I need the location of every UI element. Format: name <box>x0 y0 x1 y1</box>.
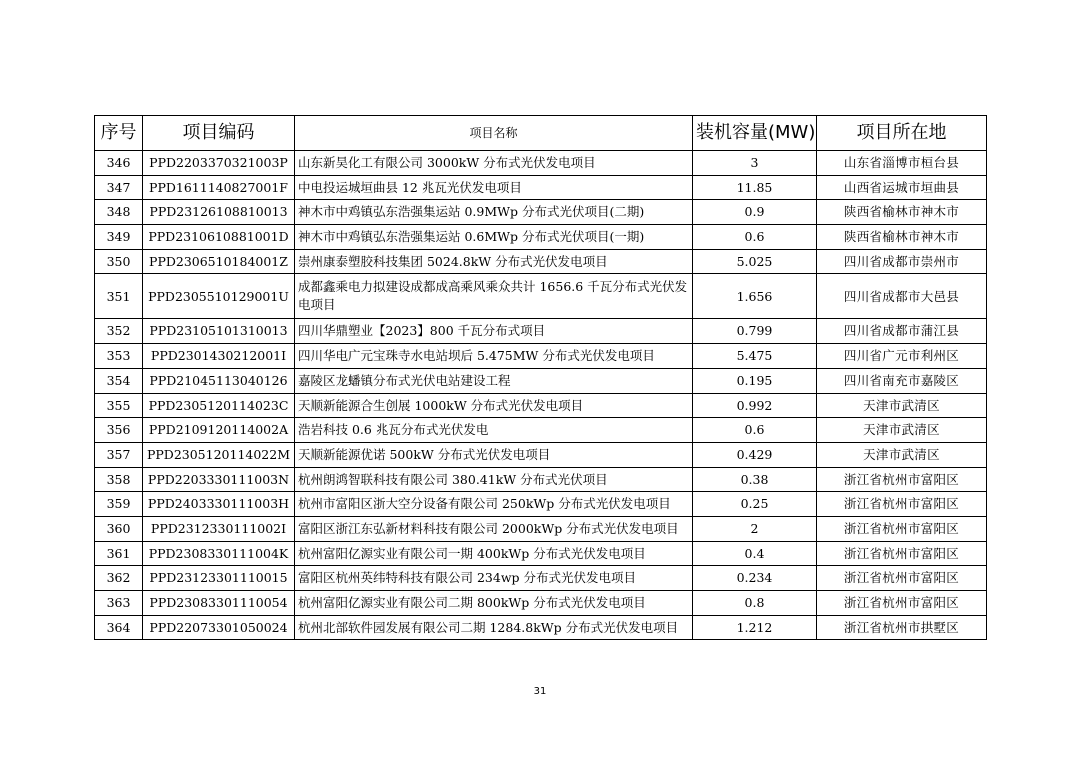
cell-location: 山东省淄博市桓台县 <box>817 151 987 176</box>
table-body <box>95 151 987 640</box>
cell-name: 神木市中鸡镇弘东浩强集运站 0.9MWp 分布式光伏项目(二期) <box>295 200 693 225</box>
table-row <box>95 566 987 591</box>
cell-name: 嘉陵区龙蟠镇分布式光伏电站建设工程 <box>295 368 693 393</box>
header-name: 项目名称 <box>295 116 693 151</box>
table-row <box>95 344 987 369</box>
header-location: 项目所在地 <box>817 116 987 151</box>
cell-name: 杭州富阳亿源实业有限公司一期 400kWp 分布式光伏发电项目 <box>295 541 693 566</box>
cell-code: PPD2403330111003H <box>143 492 295 517</box>
table-row <box>95 274 987 319</box>
cell-capacity: 0.25 <box>693 492 817 517</box>
table-row <box>95 249 987 274</box>
table-row <box>95 151 987 176</box>
cell-name: 天顺新能源合生创展 1000kW 分布式光伏发电项目 <box>295 393 693 418</box>
cell-code: PPD2305510129001U <box>143 274 295 319</box>
page-number: 31 <box>533 686 547 697</box>
cell-seq: 360 <box>95 516 143 541</box>
cell-name: 四川华电广元宝珠寺水电站坝后 5.475MW 分布式光伏发电项目 <box>295 344 693 369</box>
cell-code: PPD22073301050024 <box>143 615 295 640</box>
cell-location: 浙江省杭州市富阳区 <box>817 591 987 616</box>
cell-capacity: 0.6 <box>693 225 817 250</box>
cell-seq: 362 <box>95 566 143 591</box>
cell-code: PPD23105101310013 <box>143 319 295 344</box>
cell-seq: 364 <box>95 615 143 640</box>
table-row <box>95 615 987 640</box>
cell-seq: 355 <box>95 393 143 418</box>
cell-name: 杭州市富阳区浙大空分设备有限公司 250kWp 分布式光伏发电项目 <box>295 492 693 517</box>
cell-name: 中电投运城垣曲县 12 兆瓦光伏发电项目 <box>295 175 693 200</box>
cell-seq: 352 <box>95 319 143 344</box>
cell-capacity: 0.429 <box>693 442 817 467</box>
cell-location: 浙江省杭州市富阳区 <box>817 541 987 566</box>
table-row <box>95 418 987 443</box>
cell-name: 神木市中鸡镇弘东浩强集运站 0.6MWp 分布式光伏项目(一期) <box>295 225 693 250</box>
cell-code: PPD2306510184001Z <box>143 249 295 274</box>
cell-seq: 358 <box>95 467 143 492</box>
table-row <box>95 591 987 616</box>
cell-seq: 347 <box>95 175 143 200</box>
cell-code: PPD2312330111002I <box>143 516 295 541</box>
project-table <box>94 115 987 640</box>
cell-seq: 354 <box>95 368 143 393</box>
cell-capacity: 0.234 <box>693 566 817 591</box>
cell-name: 成都鑫乘电力拟建设成都成高乘风乘众共计 1656.6 千瓦分布式光伏发电项目 <box>295 274 693 319</box>
cell-code: PPD1611140827001F <box>143 175 295 200</box>
cell-code: PPD2203370321003P <box>143 151 295 176</box>
cell-name: 天顺新能源优诺 500kW 分布式光伏发电项目 <box>295 442 693 467</box>
cell-capacity: 1.656 <box>693 274 817 319</box>
cell-name: 富阳区浙江东弘新材料科技有限公司 2000kWp 分布式光伏发电项目 <box>295 516 693 541</box>
cell-seq: 348 <box>95 200 143 225</box>
table-row <box>95 319 987 344</box>
cell-code: PPD23126108810013 <box>143 200 295 225</box>
table-row <box>95 175 987 200</box>
cell-name: 杭州富阳亿源实业有限公司二期 800kWp 分布式光伏发电项目 <box>295 591 693 616</box>
cell-capacity: 0.6 <box>693 418 817 443</box>
cell-location: 天津市武清区 <box>817 418 987 443</box>
table-row <box>95 393 987 418</box>
header-seq: 序号 <box>95 116 143 151</box>
cell-location: 浙江省杭州市富阳区 <box>817 467 987 492</box>
cell-location: 浙江省杭州市富阳区 <box>817 492 987 517</box>
cell-location: 陕西省榆林市神木市 <box>817 225 987 250</box>
cell-code: PPD2310610881001D <box>143 225 295 250</box>
cell-name: 山东新昊化工有限公司 3000kW 分布式光伏发电项目 <box>295 151 693 176</box>
cell-code: PPD21045113040126 <box>143 368 295 393</box>
cell-location: 山西省运城市垣曲县 <box>817 175 987 200</box>
cell-seq: 351 <box>95 274 143 319</box>
cell-code: PPD2308330111004K <box>143 541 295 566</box>
cell-name: 崇州康泰塑胶科技集团 5024.8kW 分布式光伏发电项目 <box>295 249 693 274</box>
cell-capacity: 1.212 <box>693 615 817 640</box>
cell-location: 四川省成都市蒲江县 <box>817 319 987 344</box>
cell-capacity: 0.8 <box>693 591 817 616</box>
cell-code: PPD23123301110015 <box>143 566 295 591</box>
cell-seq: 363 <box>95 591 143 616</box>
table-header <box>95 116 987 151</box>
cell-location: 浙江省杭州市富阳区 <box>817 516 987 541</box>
cell-seq: 359 <box>95 492 143 517</box>
cell-capacity: 2 <box>693 516 817 541</box>
cell-capacity: 0.799 <box>693 319 817 344</box>
cell-code: PPD2305120114022M <box>143 442 295 467</box>
table-row <box>95 200 987 225</box>
cell-capacity: 0.195 <box>693 368 817 393</box>
header-code: 项目编码 <box>143 116 295 151</box>
table-row <box>95 225 987 250</box>
cell-location: 浙江省杭州市富阳区 <box>817 566 987 591</box>
cell-name: 四川华鼎塑业【2023】800 千瓦分布式项目 <box>295 319 693 344</box>
table-row <box>95 467 987 492</box>
cell-name: 杭州朗鸿智联科技有限公司 380.41kW 分布式光伏项目 <box>295 467 693 492</box>
table-row <box>95 492 987 517</box>
cell-location: 陕西省榆林市神木市 <box>817 200 987 225</box>
cell-location: 四川省南充市嘉陵区 <box>817 368 987 393</box>
cell-name: 杭州北部软件园发展有限公司二期 1284.8kWp 分布式光伏发电项目 <box>295 615 693 640</box>
cell-location: 四川省广元市利州区 <box>817 344 987 369</box>
cell-code: PPD23083301110054 <box>143 591 295 616</box>
cell-capacity: 11.85 <box>693 175 817 200</box>
cell-capacity: 0.9 <box>693 200 817 225</box>
cell-capacity: 3 <box>693 151 817 176</box>
cell-seq: 349 <box>95 225 143 250</box>
cell-location: 四川省成都市大邑县 <box>817 274 987 319</box>
cell-location: 天津市武清区 <box>817 393 987 418</box>
table-row <box>95 442 987 467</box>
header-row <box>95 116 987 151</box>
cell-name: 浩岩科技 0.6 兆瓦分布式光伏发电 <box>295 418 693 443</box>
cell-seq: 361 <box>95 541 143 566</box>
cell-code: PPD2301430212001I <box>143 344 295 369</box>
cell-location: 天津市武清区 <box>817 442 987 467</box>
cell-seq: 350 <box>95 249 143 274</box>
cell-location: 四川省成都市崇州市 <box>817 249 987 274</box>
table-row <box>95 368 987 393</box>
cell-capacity: 0.4 <box>693 541 817 566</box>
cell-seq: 356 <box>95 418 143 443</box>
table-row <box>95 541 987 566</box>
cell-seq: 346 <box>95 151 143 176</box>
cell-location: 浙江省杭州市拱墅区 <box>817 615 987 640</box>
header-capacity: 装机容量(MW) <box>693 116 817 151</box>
cell-seq: 357 <box>95 442 143 467</box>
cell-code: PPD2203330111003N <box>143 467 295 492</box>
cell-name: 富阳区杭州英纬特科技有限公司 234wp 分布式光伏发电项目 <box>295 566 693 591</box>
table-row <box>95 516 987 541</box>
cell-capacity: 0.38 <box>693 467 817 492</box>
cell-code: PPD2305120114023C <box>143 393 295 418</box>
cell-code: PPD2109120114002A <box>143 418 295 443</box>
cell-capacity: 0.992 <box>693 393 817 418</box>
cell-capacity: 5.025 <box>693 249 817 274</box>
cell-seq: 353 <box>95 344 143 369</box>
cell-capacity: 5.475 <box>693 344 817 369</box>
